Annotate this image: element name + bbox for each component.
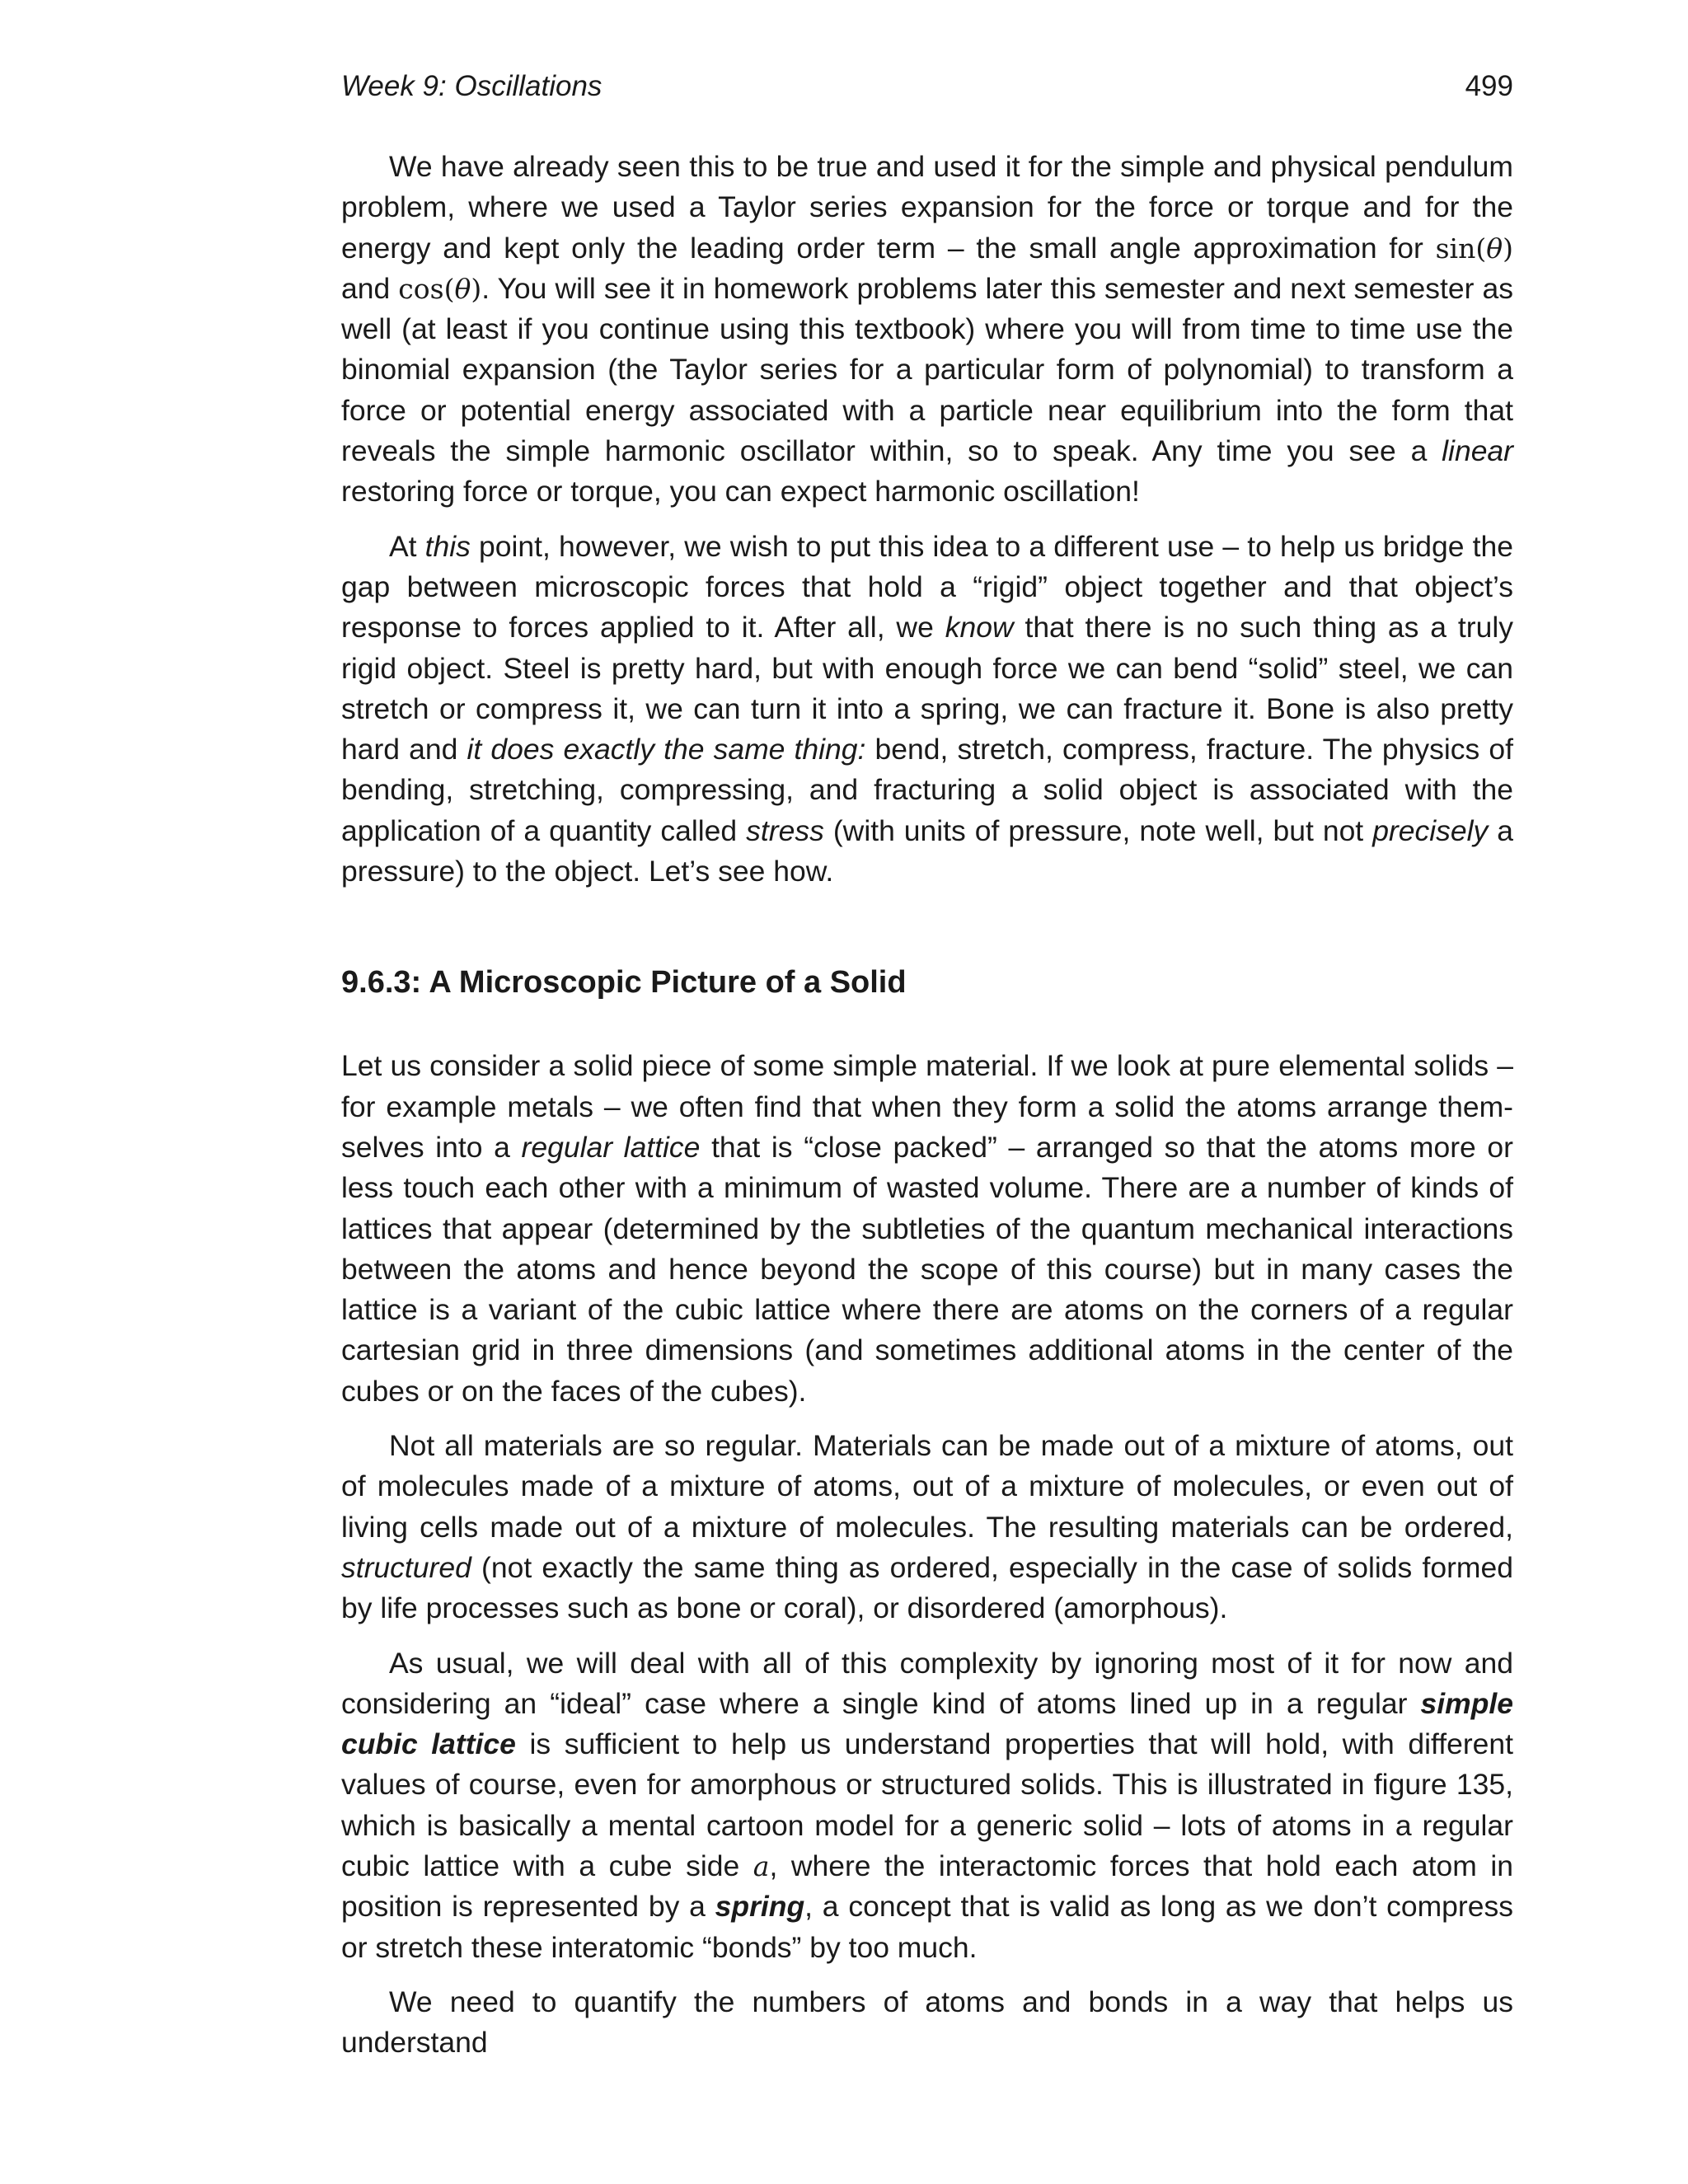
text-run: is sufficient to help us understand properties that will hold, with different values of course, even for amorphous or structured solids. This is illustrated in figure 135, which is basically a mental cartoon model for a generic solid – lots of atoms in a regular cubic lattice with a cube side xyxy=(341,1727,1513,1882)
term-simple-cubic-lattice: simple cubic lattice xyxy=(341,1686,1513,1761)
paragraph-materials xyxy=(341,1426,1513,1629)
text-run: Let us consider a solid piece of some simple material. If we look at pure elemental solids – for example metals – we often find that when they form a solid the atoms arrange themselves into a xyxy=(341,1049,1513,1164)
text-run: that is “close packed” – arranged so that the atoms more or less touch each other with a minimum of wasted volume. There are a number of kinds of lattices that appear (determined by the subtleties of the quantum mechanical interactions between the atoms and hence beyond the scope of this course) but in many cases the lattice is a variant of the cubic lattice where there are atoms on the corners of a regular cartesian grid in three dimensions (and sometimes additional atoms in the center of the cubes or on the faces of the cubes). xyxy=(341,1130,1513,1408)
text-run: restoring force or torque, you can expect harmonic oscillation! xyxy=(341,475,1140,509)
term-spring: spring xyxy=(715,1890,805,1924)
emphasis-precisely: precisely xyxy=(1372,813,1489,847)
math-a: a xyxy=(753,1849,770,1882)
emphasis-structured: structured xyxy=(341,1550,471,1584)
text-run: and xyxy=(341,271,399,305)
paragraph-lattice xyxy=(341,1046,1513,1412)
text-run: . You will see it in homework problems later this semester and next semester as well (at least if you continue using this textbook) where you will from time to time use the binomial expansion (the Taylor series for a particular form of polynomial) to transform a force or potential energy associated with a particle near equilibrium into the form that reveals the simple harmonic oscillator within, so to speak. Any time you see a xyxy=(341,271,1514,468)
text-run: At xyxy=(389,529,425,563)
page-body xyxy=(341,147,1513,2063)
text-run: Not all materials are so regular. Materials can be made out of a mixture of atoms, out of molecules made of a mixture of atoms, out of a mixture of molecules, or even out of living cells made out of a mixture of molecules. The resulting materials can be ordered, xyxy=(341,1429,1513,1544)
text-run: , a concept that is valid as long as we don’t compress or stretch these interatomic “bonds” by too much. xyxy=(341,1890,1513,1964)
document-page xyxy=(341,0,1513,2184)
emphasis-know: know xyxy=(945,611,1014,644)
text-run: We have already seen this to be true and used it for the simple and physical pendulum problem, where we used a Taylor series expansion for the force or torque and for the energy and kept only the leading order term – the small angle approximation for xyxy=(341,150,1513,265)
math-cos-theta: cos(θ) xyxy=(398,272,482,305)
math-sin-theta: sin(θ) xyxy=(1435,232,1513,265)
section-heading: 9.6.3: A Microscopic Picture of a Solid xyxy=(341,965,907,1001)
text-run: a pressure) to the object. Let’s see how. xyxy=(341,813,1514,888)
emphasis-stress: stress xyxy=(746,813,824,847)
paragraph-simple-cubic xyxy=(341,1643,1513,1968)
emphasis-same-thing: it does exactly the same thing: xyxy=(467,733,866,766)
chapter-title: Week 9: Oscillations xyxy=(341,70,603,102)
text-run: We need to quantify the numbers of atoms and bonds in a way that helps us understand xyxy=(341,1985,1513,2060)
text-run: bend, stretch, compress, fracture. The physics of bending, stretching, compressing, and fracturing a solid object is associated with the application of a quantity called xyxy=(341,733,1513,847)
text-run: point, however, we wish to put this idea to a different use – to help us bridge the gap between microscopic forces that hold a “rigid” object together and that object’s response to forces applied to it. After all, we xyxy=(341,529,1514,644)
emphasis-this: this xyxy=(424,529,471,563)
text-run: (not exactly the same thing as ordered, especially in the case of solids formed by life processes such as bone or coral), or disordered (amorphous). xyxy=(341,1550,1513,1625)
emphasis-linear: linear xyxy=(1442,434,1513,468)
paragraph-quantify xyxy=(341,1982,1513,2064)
text-run: As usual, we will deal with all of this complexity by ignoring most of it for now and considering an “ideal” case where a single kind of atoms lined up in a regular xyxy=(341,1646,1513,1720)
running-header xyxy=(341,66,1513,107)
page-number: 499 xyxy=(1465,70,1513,102)
text-run: , where the interactomic forces that hold each atom in position is represented by a xyxy=(341,1849,1513,1924)
text-run: that there is no such thing as a truly rigid object. Steel is pretty hard, but with enough force we can bend “solid” steel, we can stretch or compress it, we can turn it into a spring, we can fracture it. Bone is also pretty hard and xyxy=(341,611,1513,766)
text-run: (with units of pressure, note well, but not xyxy=(823,813,1373,847)
emphasis-regular-lattice: regular lattice xyxy=(521,1130,701,1164)
paragraph-stress-intro xyxy=(341,527,1513,893)
paragraph-taylor-series xyxy=(341,147,1513,513)
